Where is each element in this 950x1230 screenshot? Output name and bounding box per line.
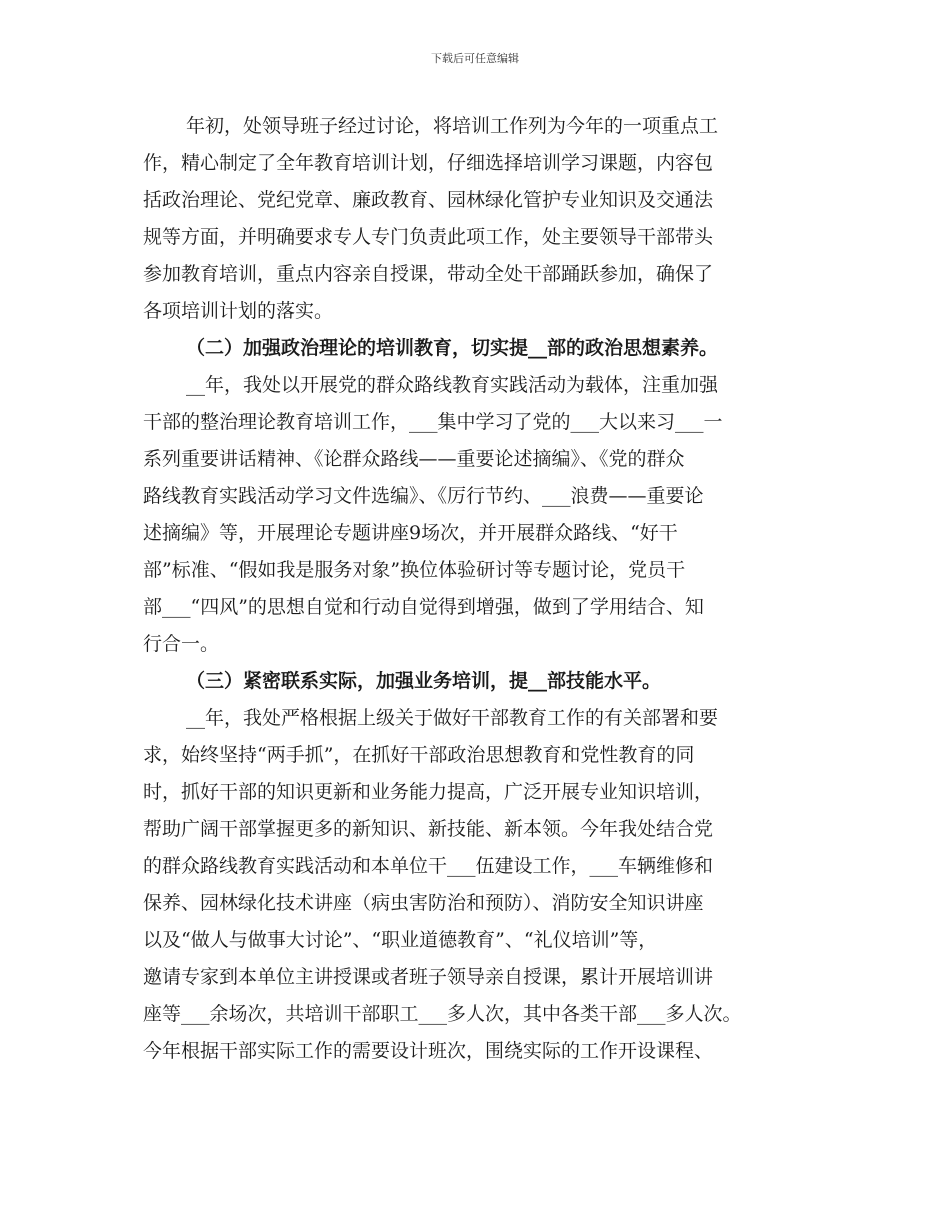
paragraph-line: 年初，处领导班子经过讨论，将培训工作列为今年的一项重点工 [186, 115, 719, 137]
paragraph-line: 述摘编》等，开展理论专题讲座9场次，并开展群众路线、“好干 [143, 522, 678, 544]
paragraph-line: 系列重要讲话精神、《论群众路线——重要论述摘编》、《党的群众 [143, 448, 685, 470]
paragraph-line: 以及“做人与做事大讨论”、“职业道德教育”、“礼仪培训”等， [143, 929, 658, 951]
section-heading: （二）加强政治理论的培训教育，切实提__部的政治思想素养。 [186, 337, 719, 359]
paragraph-line: 部”标准、“假如我是服务对象”换位体验研讨等专题讨论，党员干 [143, 559, 686, 581]
paragraph-line: 今年根据干部实际工作的需要设计班次，围绕实际的工作开设课程、 [143, 1040, 714, 1062]
paragraph-line: 求，始终坚持“两手抓”，在抓好干部政治思想教育和党性教育的同 [143, 744, 695, 766]
document-body [143, 108, 805, 1070]
paragraph-line: 作，精心制定了全年教育培训计划，仔细选择培训学习课题，内容包 [143, 152, 714, 174]
paragraph-line: 干部的整治理论教育培训工作，___集中学习了党的___大以来习___一 [143, 411, 723, 433]
paragraph-line: __年，我处以开展党的群众路线教育实践活动为载体，注重加强 [186, 374, 719, 396]
paragraph-line: 邀请专家到本单位主讲授课或者班子领导亲自授课，累计开展培训讲 [143, 966, 714, 988]
section-heading: （三）紧密联系实际，加强业务培训，提__部技能水平。 [186, 670, 662, 692]
paragraph-line: __年，我处严格根据上级关于做好干部教育工作的有关部署和要 [186, 707, 719, 729]
paragraph-line: 座等___余场次，共培训干部职工___多人次，其中各类干部___多人次。 [143, 1003, 742, 1025]
paragraph-line: 部___“四风”的思想自觉和行动自觉得到增强，做到了学用结合、知 [143, 596, 704, 618]
paragraph-line: 时，抓好干部的知识更新和业务能力提高，广泛开展专业知识培训， [143, 781, 714, 803]
paragraph-line: 括政治理论、党纪党章、廉政教育、园林绿化管护专业知识及交通法 [143, 189, 714, 211]
paragraph-line: 行合一。 [143, 633, 220, 655]
page-header: 下载后可任意编辑 [431, 52, 519, 65]
paragraph-line: 帮助广阔干部掌握更多的新知识、新技能、新本领。今年我处结合党 [143, 818, 714, 840]
paragraph-line: 路线教育实践活动学习文件选编》、《厉行节约、___浪费——重要论 [143, 485, 704, 507]
paragraph-line: 保养、园林绿化技术讲座（病虫害防治和预防）、消防安全知识讲座 [143, 892, 704, 914]
paragraph-line: 各项培训计划的落实。 [143, 300, 334, 322]
paragraph-line: 参加教育培训，重点内容亲自授课，带动全处干部踊跃参加，确保了 [143, 263, 714, 285]
paragraph-line: 的群众路线教育实践活动和本单位干___伍建设工作，___车辆维修和 [143, 855, 714, 877]
paragraph-line: 规等方面，并明确要求专人专门负责此项工作，处主要领导干部带头 [143, 226, 714, 248]
